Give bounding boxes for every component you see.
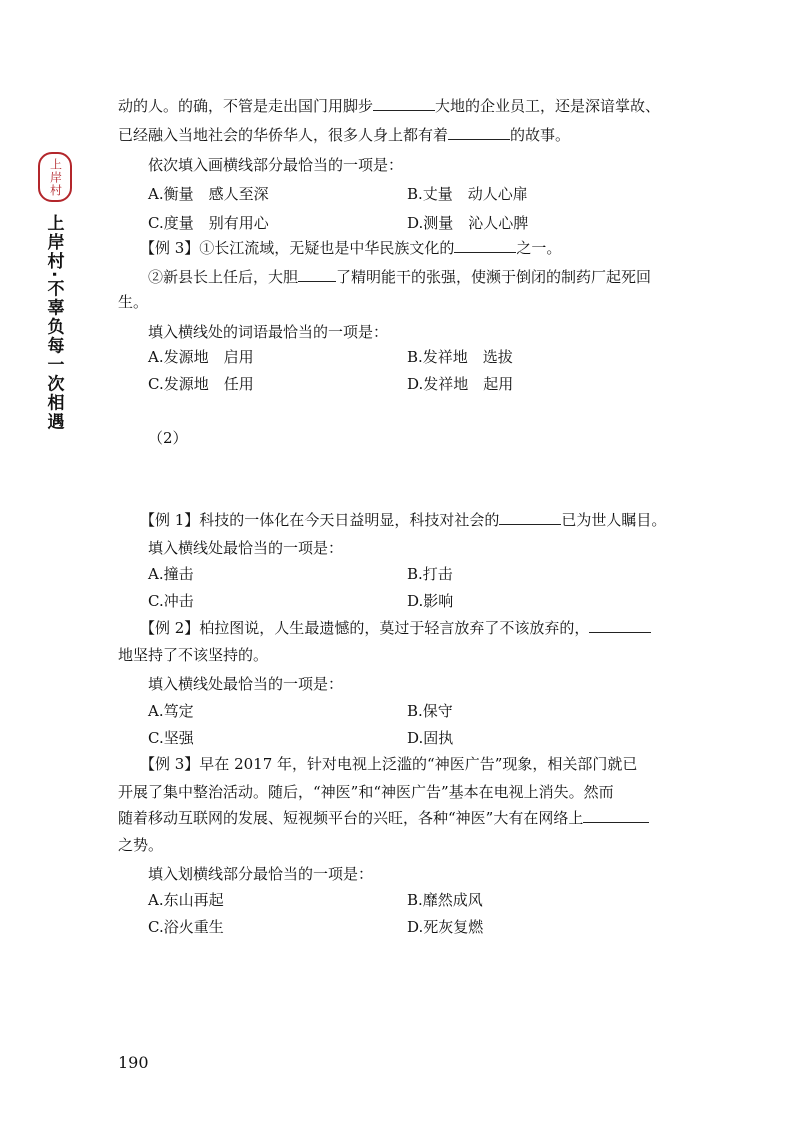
option-c: C.坚强	[148, 729, 194, 747]
option-d: D.发祥地 起用	[407, 375, 514, 393]
text-line: 随着移动互联网的发展、短视频平台的兴旺，各种“神医”大有在网络上	[118, 808, 649, 828]
text-line: 动的人。的确，不管是走出国门用脚步 大地的企业员工，还是深谙掌故、	[118, 97, 661, 115]
example-heading: 【例 3】①长江流域，无疑也是中华民族文化的 之一。	[140, 239, 562, 257]
text-line: 地坚持了不该坚持的。	[118, 646, 269, 664]
option-c: C.浴火重生	[148, 918, 224, 936]
option-d: D.死灰复燃	[407, 918, 484, 936]
example-heading: 【例 3】早在 2017 年，针对电视上泛滥的“神医广告”现象，相关部门就已	[140, 755, 638, 773]
question-prompt: 填入横线处的词语最恰当的一项是：	[148, 323, 389, 341]
option-b: B.丈量 动人心扉	[407, 185, 528, 203]
answer-blank	[448, 125, 510, 140]
sidebar-motto: 上岸村·不辜负每一次相遇	[43, 214, 64, 432]
text-line: 生。	[118, 293, 149, 311]
option-c: C.度量 别有用心	[148, 214, 269, 232]
text-line: ②新县长上任后，大胆 了精明能干的张强，使濒于倒闭的制药厂起死回	[148, 268, 652, 286]
option-b: B.靡然成风	[407, 891, 483, 909]
page-number: 190	[118, 1053, 149, 1072]
text-line: 之势。	[118, 836, 164, 854]
text-line: 开展了集中整治活动。随后，“神医”和“神医广告”基本在电视上消失。然而	[118, 783, 614, 801]
example-heading: 【例 2】柏拉图说，人生最遗憾的，莫过于轻言放弃了不该放弃的，	[140, 618, 651, 638]
answer-blank	[499, 510, 561, 525]
question-prompt: 填入划横线部分最恰当的一项是：	[148, 865, 374, 883]
option-b: B.发祥地 选拔	[407, 348, 513, 366]
sidebar	[38, 152, 70, 431]
answer-blank	[589, 618, 651, 633]
option-a: A.笃定	[148, 702, 194, 720]
example-heading: 【例 1】科技的一体化在今天日益明显，科技对社会的 已为世人瞩目。	[140, 511, 667, 529]
answer-blank	[454, 238, 516, 253]
option-a: A.发源地 启用	[148, 348, 254, 366]
seal-logo: 上岸村	[38, 152, 72, 202]
question-prompt: 填入横线处最恰当的一项是：	[148, 675, 344, 693]
option-d: D.测量 沁人心脾	[407, 214, 529, 232]
option-c: C.发源地 任用	[148, 375, 254, 393]
option-a: A.衡量 感人至深	[148, 185, 269, 203]
answer-blank	[373, 96, 435, 111]
answer-blank	[298, 267, 336, 282]
option-a: A.撞击	[148, 565, 194, 583]
option-a: A.东山再起	[148, 891, 224, 909]
option-d: D.固执	[407, 729, 454, 747]
option-d: D.影响	[407, 592, 454, 610]
option-c: C.冲击	[148, 592, 194, 610]
question-prompt: 填入横线处最恰当的一项是：	[148, 539, 344, 557]
question-prompt: 依次填入画横线部分最恰当的一项是：	[148, 156, 404, 174]
answer-blank	[583, 808, 649, 823]
text-line: 已经融入当地社会的华侨华人，很多人身上都有着 的故事。	[118, 126, 571, 144]
option-b: B.打击	[407, 565, 453, 583]
section-number: （2）	[148, 429, 188, 447]
option-b: B.保守	[407, 702, 453, 720]
